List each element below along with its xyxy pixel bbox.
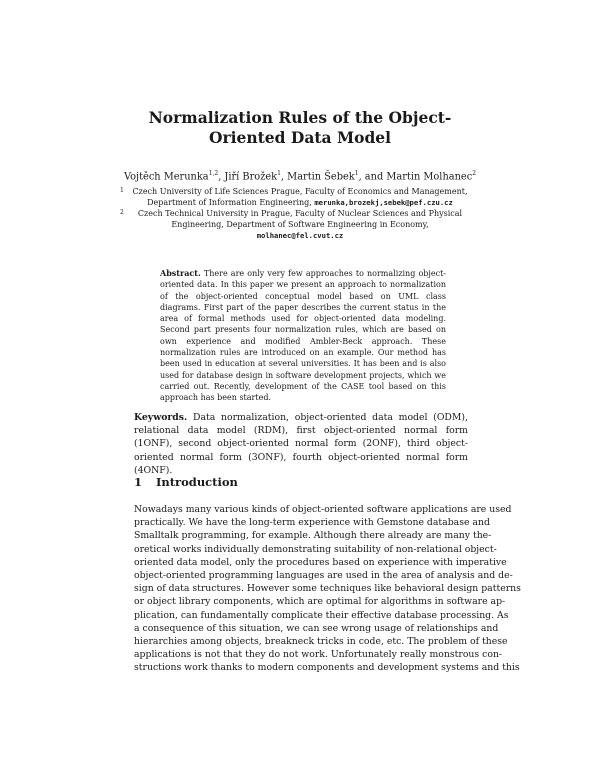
- affiliations: [120, 186, 480, 241]
- paragraph-line: Smalltalk programming, for example. Although there already are many the-: [134, 530, 492, 542]
- author-name: Vojtěch Merunka: [123, 171, 209, 183]
- paragraph-line: object-oriented programming languages are used in the area of analysis and de-: [134, 570, 513, 582]
- introduction-paragraph: [134, 503, 521, 675]
- affiliation-mark: 1: [120, 187, 124, 194]
- paragraph-line: plication, can fundamentally complicate their effective database processing. As: [134, 609, 509, 621]
- affiliation-line: Engineering, Department of Software Engineering in Economy,: [171, 220, 429, 229]
- paragraph-line: hierarchies among objects, breakneck tricks in code, etc. The problem of these: [134, 636, 508, 648]
- paragraph-line: Nowadays many various kinds of object-oriented software applications are used: [134, 504, 512, 515]
- author-list: Vojtěch Merunka$^{1,2}$, Jiří Brožek$^1$, Martin Šebek$^1$, and Martin Molhanec$^2$: [123, 170, 477, 183]
- author-name: Jiří Brožek: [224, 171, 278, 183]
- author-affiliation-mark: 2: [472, 170, 477, 177]
- paragraph-line: sign of data structures. However some techniques like behavioral design patterns: [134, 583, 521, 595]
- affiliation-line: Department of Information Engineering, merunka,brozekj,sebek@pef.czu.cz: [147, 198, 453, 207]
- abstract-text: There are only very few approaches to normalizing object-oriented data. In this paper we present an approach to normalization of the object-oriented conceptual model based on UML class diagrams. First part of the paper describes the current status in the area of formal methods used for object-oriented data modeling. Second part presents four normalization rules, which are based on own experience and modified Ambler-Beck approach. These normalization rules are introduced on an example. Our method has been used in education at several universities. It has been and is also used for database design in software development projects, which we carried out. Recently, development of the CASE tool based on this approach has been started.: [160, 269, 447, 403]
- affiliation-line: Czech Technical University in Prague, Faculty of Nuclear Sciences and Physical: [137, 209, 463, 218]
- abstract: [160, 268, 446, 404]
- paragraph-line: practically. We have the long-term experience with Gemstone database and: [134, 517, 490, 529]
- affiliation-email[interactable]: merunka,brozekj,sebek@pef.czu.cz: [314, 198, 453, 207]
- author-affiliation-mark: 1: [354, 170, 359, 177]
- affiliation-line: Czech University of Life Sciences Prague, Faculty of Economics and Management,: [132, 187, 468, 196]
- paragraph-line: oretical works individually demonstrating suitability of non-relational object-: [134, 543, 497, 555]
- keywords-label: Keywords.: [134, 412, 188, 423]
- author-affiliation-mark: 1,2: [208, 170, 219, 177]
- section-number: 1: [134, 475, 143, 489]
- affiliation-2: [120, 208, 480, 241]
- keywords: [134, 411, 468, 477]
- paper-title: Normalization Rules of the Object-Oriented Data Model: [148, 108, 452, 147]
- paragraph-line: applications is not that they do not work. Unfortunately really monstrous con-: [134, 649, 503, 661]
- paragraph-line: structions work thanks to modern components and development systems and this: [134, 662, 520, 674]
- author-affiliation-mark: 1: [277, 170, 281, 177]
- affiliation-mark: 2: [120, 209, 124, 216]
- author-name: Martin Šebek: [287, 171, 355, 183]
- abstract-label: Abstract.: [160, 268, 201, 278]
- affiliation-1: [120, 186, 480, 208]
- author-name: Martin Molhanec: [386, 171, 473, 183]
- affiliation-email[interactable]: molhanec@fel.cvut.cz: [256, 231, 344, 240]
- paragraph-line: or object library components, which are optimal for algorithms in software ap-: [134, 596, 506, 608]
- keywords-text: Data normalization, object-oriented data model (ODM), relational data model (RDM), first object-oriented normal form (1ONF), second object-oriented normal form (2ONF), third object-oriented normal form (3ONF), fourth object-oriented normal form (4ONF).: [134, 412, 468, 476]
- section-title: Introduction: [156, 475, 238, 489]
- paragraph-line: oriented data model, only the procedures based on experience with imperative: [134, 556, 507, 568]
- section-heading: [134, 475, 238, 489]
- paragraph-line: a consequence of this situation, we can see wrong usage of relationships and: [134, 622, 499, 634]
